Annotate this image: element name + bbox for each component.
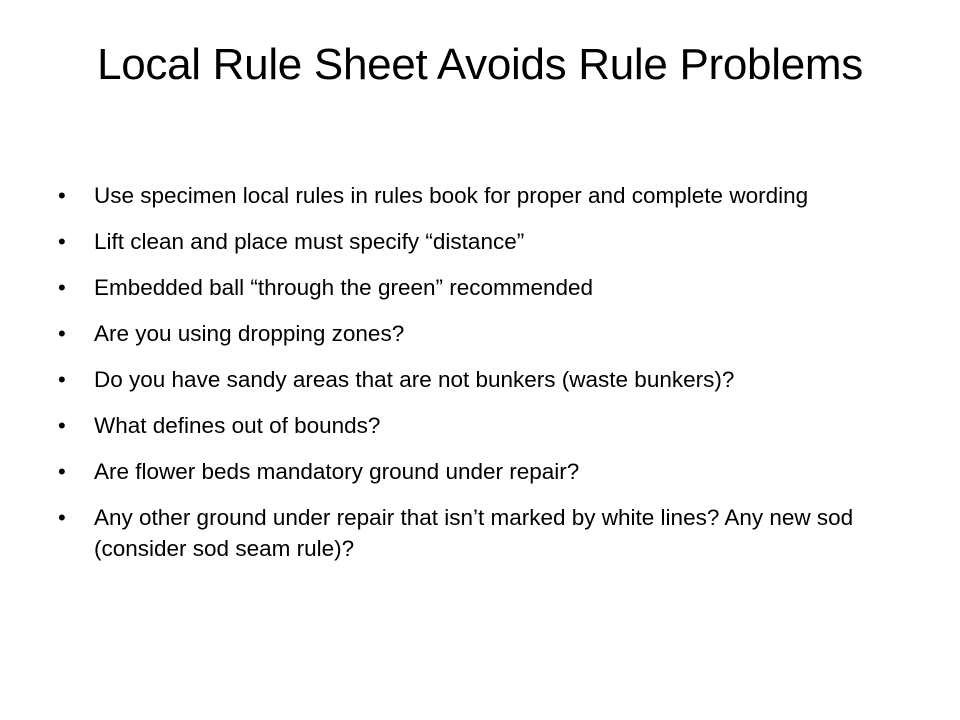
bullet-text: What defines out of bounds?	[94, 413, 381, 438]
bullet-dot-icon: •	[58, 413, 66, 438]
bullet-text: Lift clean and place must specify “distance”	[94, 229, 525, 254]
bullet-item	[56, 410, 856, 441]
bullet-item	[56, 226, 856, 257]
slide-title: Local Rule Sheet Avoids Rule Problems	[97, 40, 863, 89]
bullet-item	[56, 272, 856, 303]
bullet-dot-icon: •	[58, 321, 66, 346]
bullet-item	[56, 364, 856, 395]
bullet-text: Do you have sandy areas that are not bunkers (waste bunkers)?	[94, 367, 735, 392]
bullet-text: Are you using dropping zones?	[94, 321, 405, 346]
bullet-item	[56, 502, 856, 564]
bullet-text: Embedded ball “through the green” recommended	[94, 275, 594, 300]
bullet-text: Are flower beds mandatory ground under repair?	[94, 459, 580, 484]
bullet-text: Any other ground under repair that isn’t marked by white lines? Any new sod (consider sod seam rule)?	[94, 505, 854, 561]
bullet-list	[56, 180, 856, 579]
bullet-text: Use specimen local rules in rules book for proper and complete wording	[94, 183, 809, 208]
bullet-dot-icon: •	[58, 459, 66, 484]
bullet-item	[56, 318, 856, 349]
bullet-dot-icon: •	[58, 367, 66, 392]
bullet-item	[56, 180, 856, 211]
bullet-dot-icon: •	[58, 183, 66, 208]
bullet-dot-icon: •	[58, 275, 66, 300]
bullet-item	[56, 456, 856, 487]
bullet-dot-icon: •	[58, 505, 66, 530]
bullet-dot-icon: •	[58, 229, 66, 254]
